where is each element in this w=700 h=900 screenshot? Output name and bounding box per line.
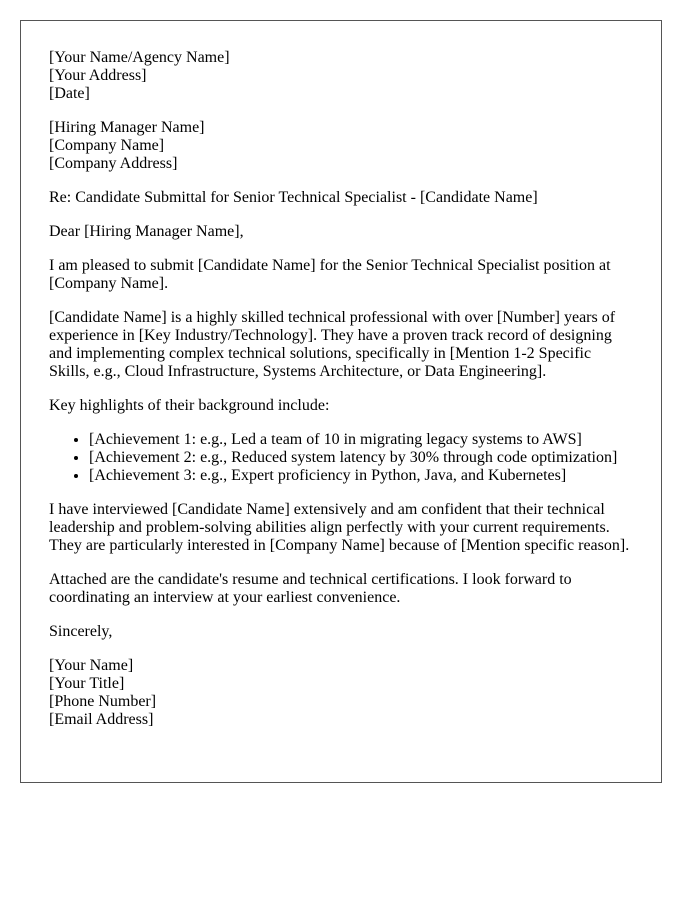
highlights-list	[49, 431, 634, 485]
interview-paragraph: I have interviewed [Candidate Name] extensively and am confident that their technical leadership and problem-solving abilities align perfectly with your current requirements. They are particularly interested in [Company Name] because of [Mention specific reason].	[49, 501, 630, 554]
signature-phone: [Phone Number]	[49, 693, 157, 710]
sender-name: [Your Name/Agency Name]	[49, 49, 230, 66]
signoff: Sincerely,	[49, 623, 113, 640]
recipient-name: [Hiring Manager Name]	[49, 119, 205, 136]
signature-title: [Your Title]	[49, 675, 125, 692]
background-paragraph: [Candidate Name] is a highly skilled technical professional with over [Number] years of experience in [Key Industry/Technology]. They have a proven track record of designing and implementing complex technical solutions, specifically in [Mention 1-2 Specific Skills, e.g., Cloud Infrastructure, Systems Architecture, or Data Engineering].	[49, 309, 616, 380]
highlights-intro: Key highlights of their background include:	[49, 397, 330, 414]
list-item: • [Achievement 3: e.g., Expert proficiency in Python, Java, and Kubernetes]	[89, 467, 634, 485]
closing-paragraph: Attached are the candidate's resume and technical certifications. I look forward to coordinating an interview at your earliest convenience.	[49, 571, 572, 606]
recipient-address: [Company Address]	[49, 155, 178, 172]
recipient-company: [Company Name]	[49, 137, 165, 154]
intro-paragraph: I am pleased to submit [Candidate Name] for the Senior Technical Specialist position at [Company Name].	[49, 257, 611, 292]
signature-email: [Email Address]	[49, 711, 154, 728]
salutation: Dear [Hiring Manager Name],	[49, 223, 244, 240]
signature-name: [Your Name]	[49, 657, 134, 674]
sender-block	[49, 49, 634, 103]
sender-address: [Your Address]	[49, 67, 147, 84]
list-item: • [Achievement 2: e.g., Reduced system latency by 30% through code optimization]	[89, 449, 634, 467]
list-item: • [Achievement 1: e.g., Led a team of 10 in migrating legacy systems to AWS]	[89, 431, 634, 449]
recipient-block	[49, 119, 634, 173]
subject-line: Re: Candidate Submittal for Senior Technical Specialist - [Candidate Name]	[49, 189, 538, 206]
signature-block	[49, 657, 634, 729]
letter	[20, 20, 662, 783]
letter-date: [Date]	[49, 85, 90, 102]
